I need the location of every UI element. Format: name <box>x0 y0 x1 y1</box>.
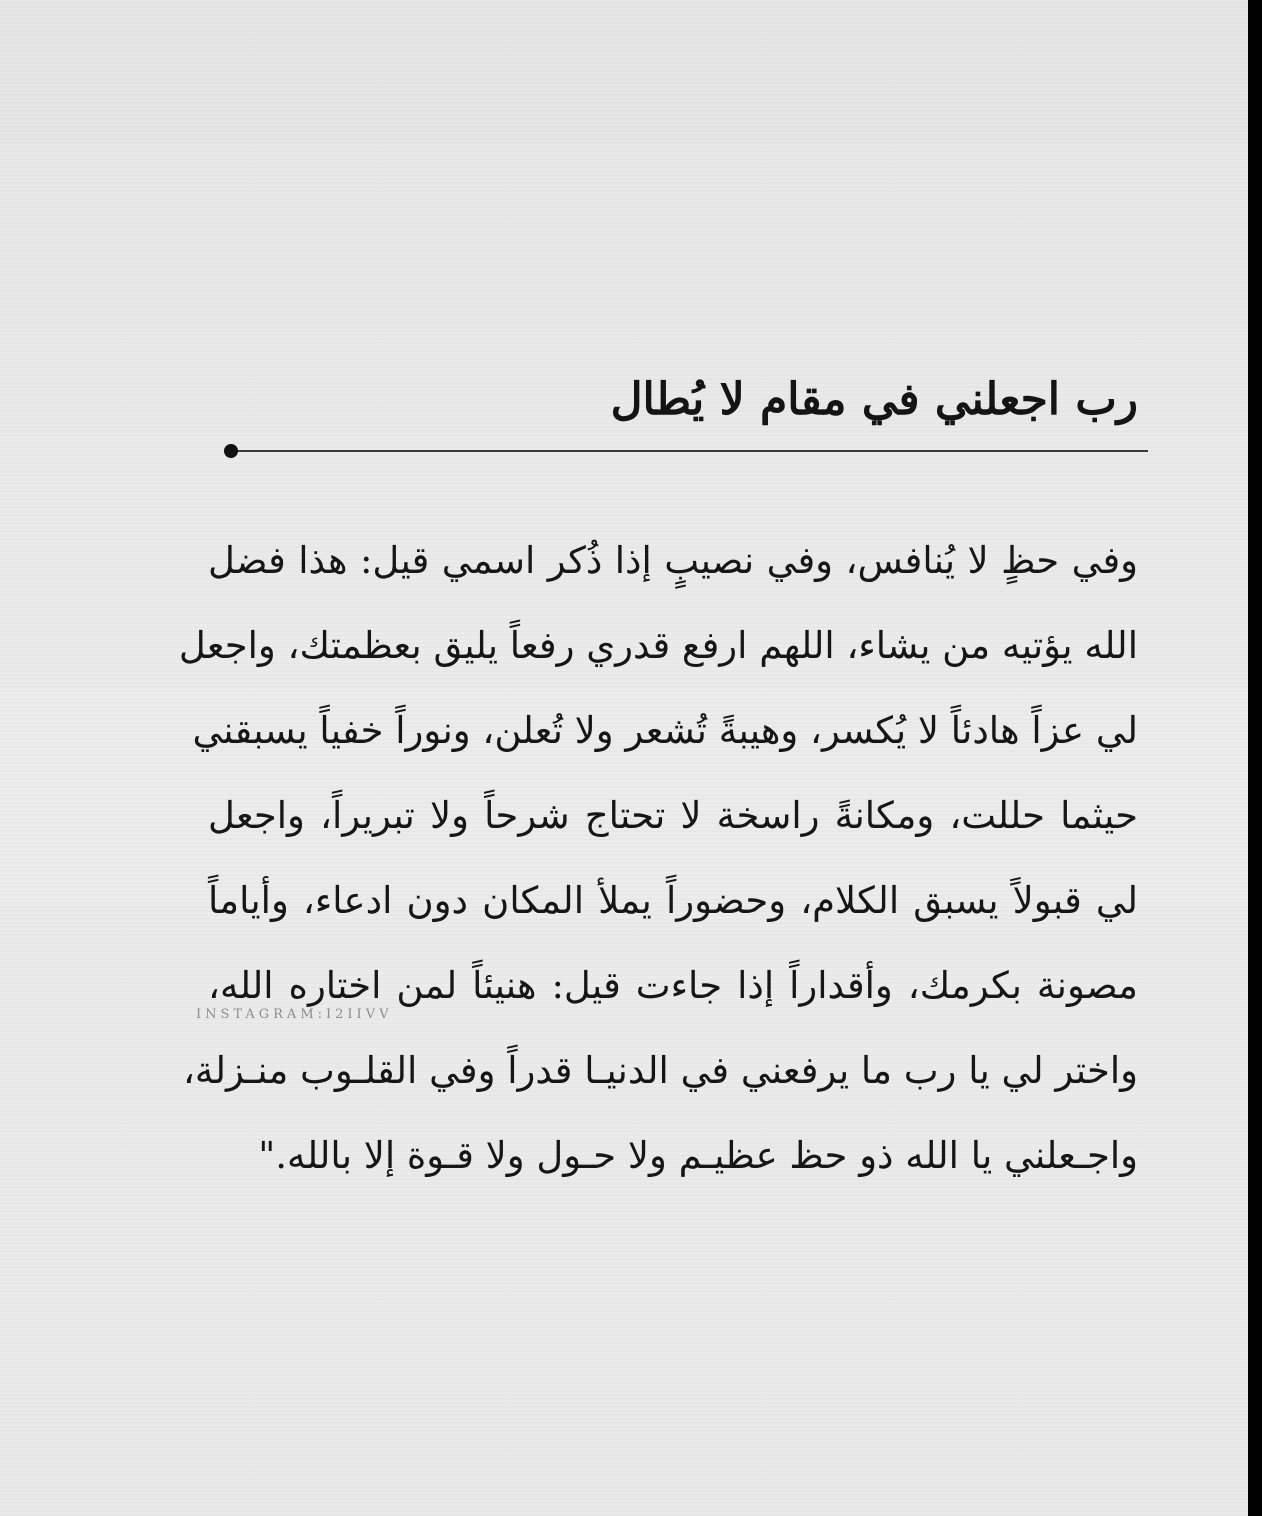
body-line: واختر لي يا رب ما يرفعني في الدنيـا قدراً وفي القلـوب منـزلة، <box>182 1049 1138 1092</box>
body-line: لي عزاً هادئاً لا يُكسر، وهيبةً تُشعر ولا تُعلن، ونوراً خفياً يسبقني <box>192 709 1138 752</box>
title-divider-line <box>226 450 1148 452</box>
body-line: واجـعلني يا الله ذو حظ عظيـم ولا حـول ولا قـوة إلا بالله." <box>258 1134 1138 1177</box>
divider-dot <box>224 444 238 458</box>
instagram-watermark: INSTAGRAM:I2IIVV <box>196 1007 393 1022</box>
body-text <box>178 518 1138 1198</box>
body-line: مصونة بكرمك، وأقداراً إذا جاءت قيل: هنيئاً لمن اختاره الله، <box>208 964 1138 1007</box>
body-line: حيثما حللت، ومكانةً راسخة لا تحتاج شرحاً ولا تبريراً، واجعل <box>208 794 1138 837</box>
body-line: لي قبولاً يسبق الكلام، وحضوراً يملأ المكان دون ادعاء، وأياماً <box>208 879 1138 922</box>
body-line: وفي حظٍ لا يُنافس، وفي نصيبٍ إذا ذُكر اسمي قيل: هذا فضل <box>208 539 1138 582</box>
page-title: رب اجعلني في مقام لا يُطال <box>610 374 1138 425</box>
body-line: الله يؤتيه من يشاء، اللهم ارفع قدري رفعاً يليق بعظمتك، واجعل <box>178 624 1138 667</box>
